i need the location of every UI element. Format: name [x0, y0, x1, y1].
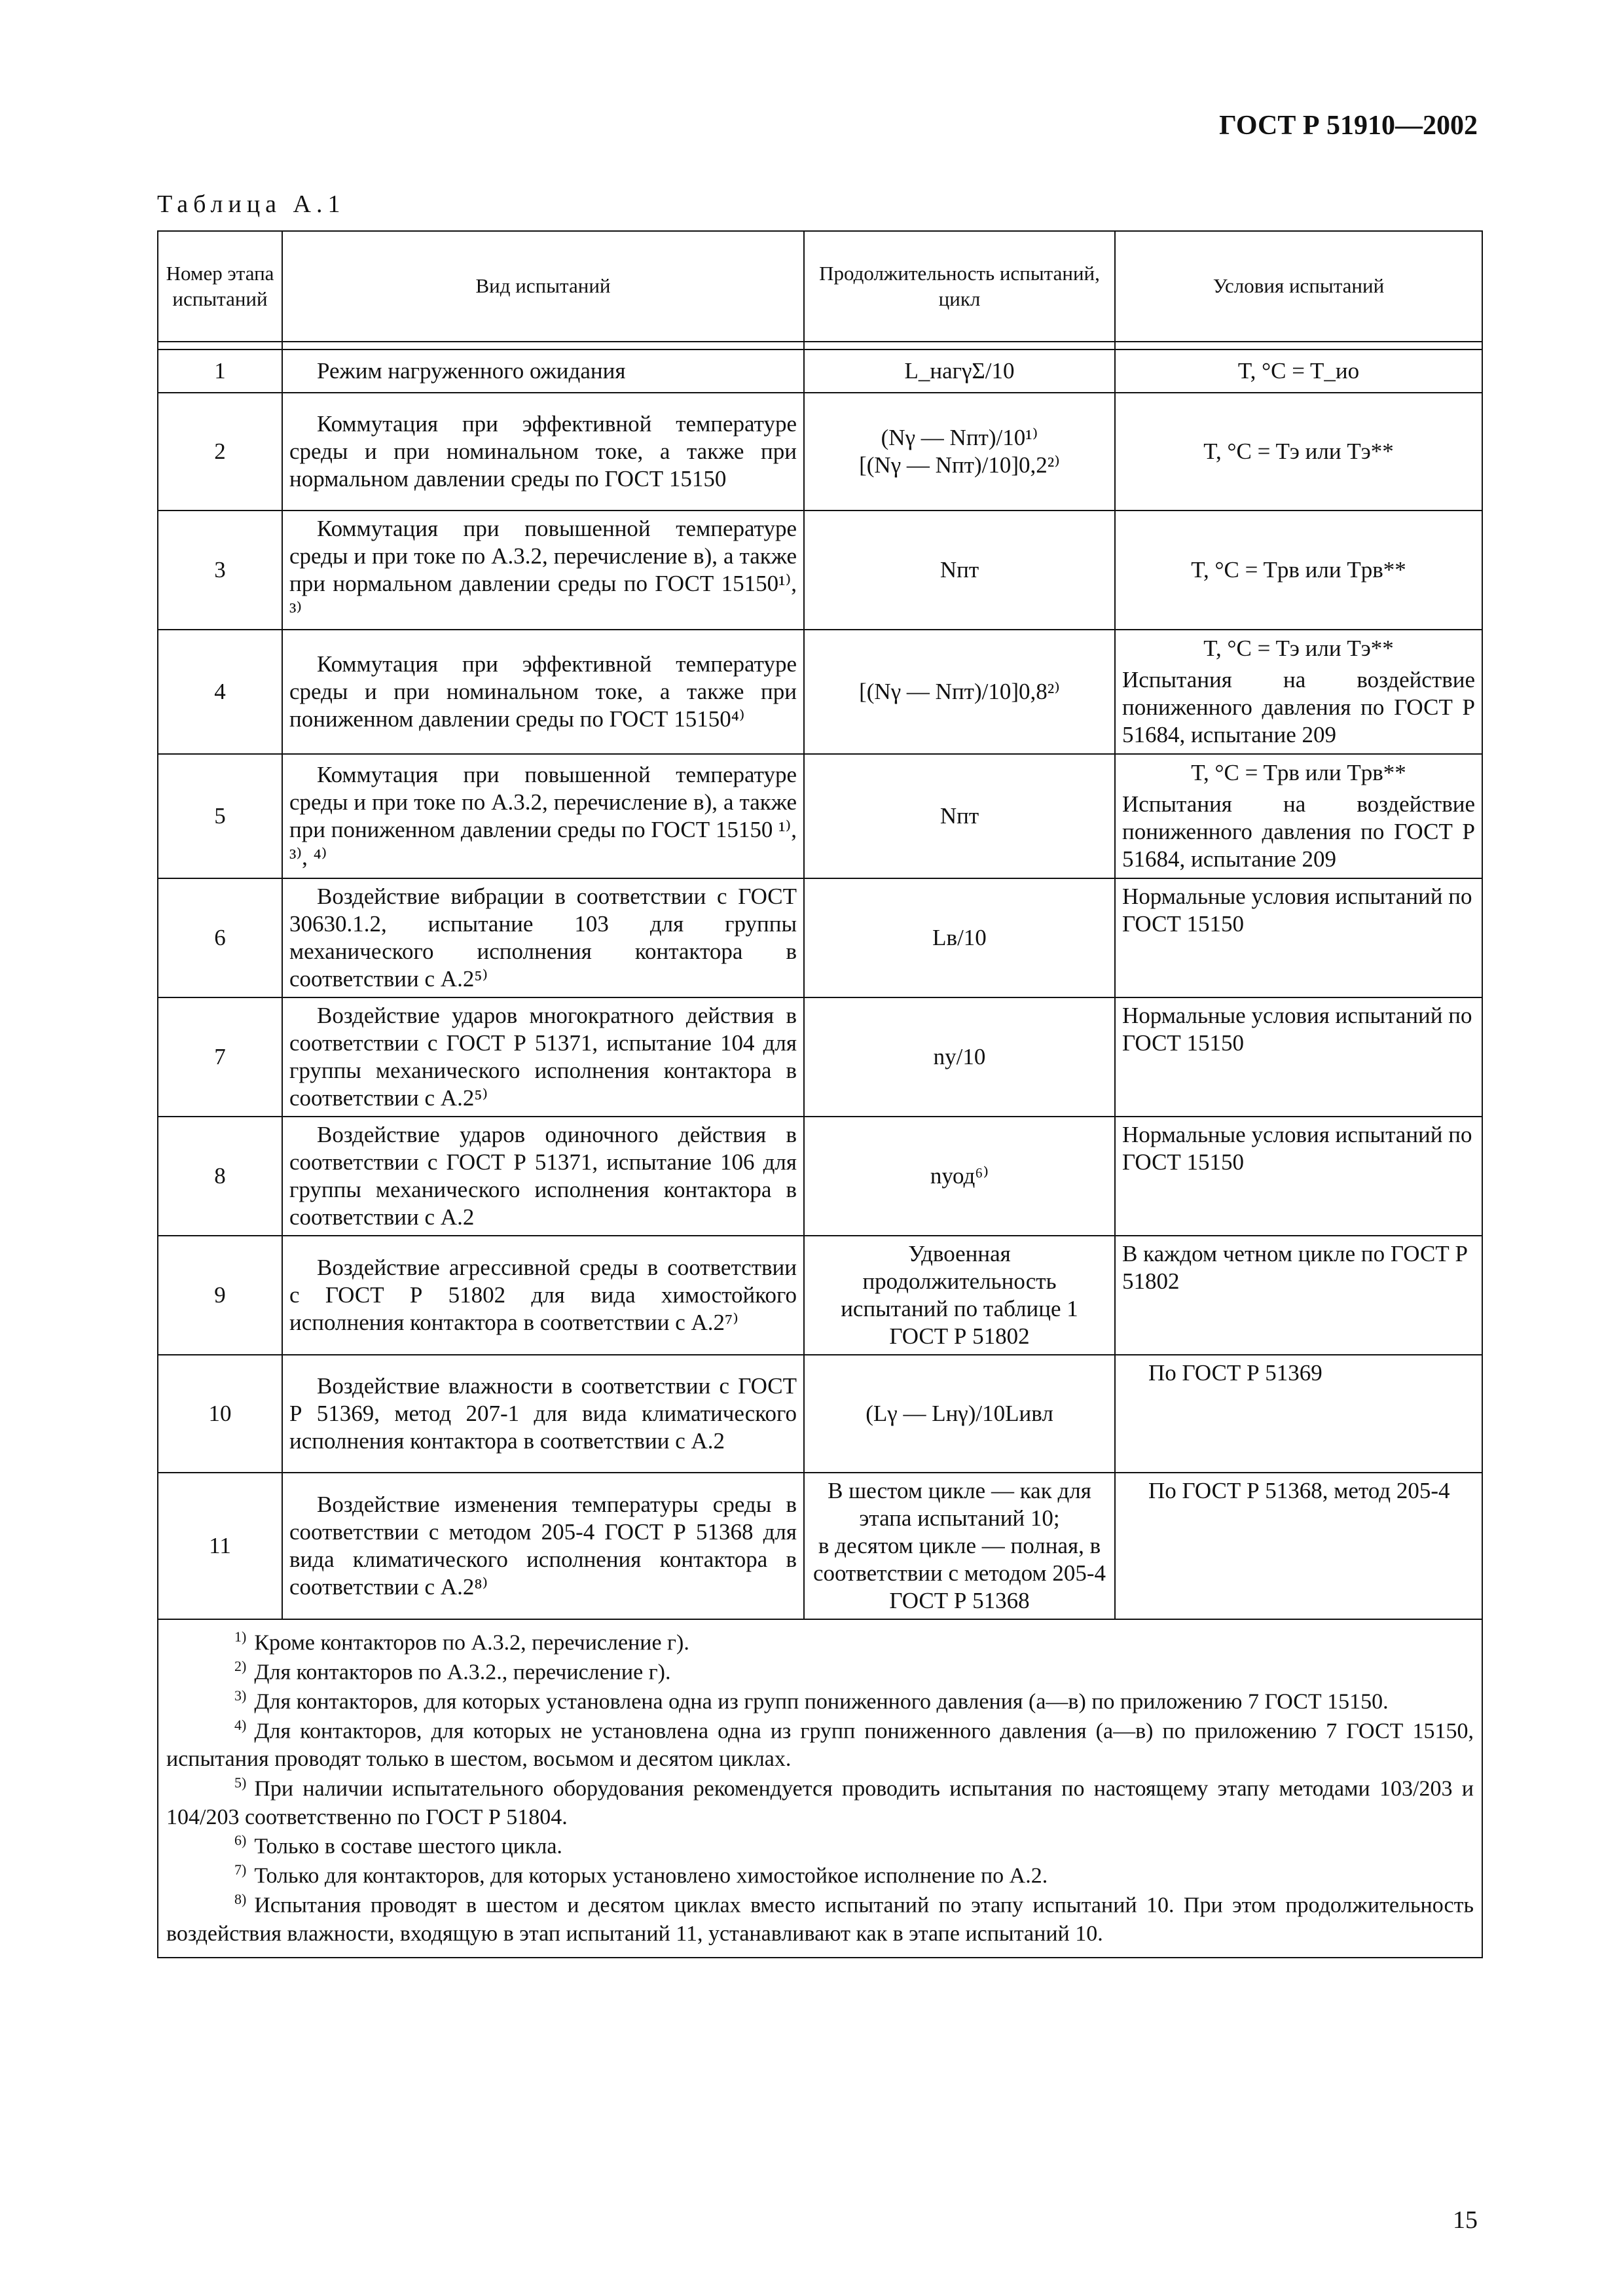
condition-line: T, °C = Tрв или Tрв** — [1191, 760, 1406, 785]
table-row — [158, 1355, 1482, 1473]
test-condition: T, °C = Tрв или Tрв** — [1115, 511, 1482, 630]
test-condition: По ГОСТ Р 51369 — [1115, 1355, 1482, 1473]
document-header-id: ГОСТ Р 51910—2002 — [1219, 111, 1478, 141]
test-kind: Воздействие изменения температуры среды в соответствии с методом 205-4 ГОСТ Р 51368 для вида климатического исполнения контактора в соответствии с А.2⁸⁾ — [282, 1473, 804, 1619]
col-header-conditions: Условия испытаний — [1115, 231, 1482, 342]
footnote-text: Для контакторов по А.3.2., перечисление г). — [254, 1660, 671, 1685]
footnote — [166, 1687, 1474, 1716]
stage-number: 4 — [158, 630, 282, 754]
footnote — [166, 1716, 1474, 1774]
table-row — [158, 511, 1482, 630]
footnote-mark: 7) — [234, 1861, 247, 1878]
stage-number: 1 — [158, 350, 282, 393]
stage-number: 6 — [158, 878, 282, 997]
table-a1 — [157, 230, 1482, 1958]
condition-line: T, °C = Tэ или Tэ** — [1203, 636, 1394, 661]
table-row — [158, 878, 1482, 997]
stage-number: 8 — [158, 1117, 282, 1236]
table-row — [158, 754, 1482, 878]
table-row — [158, 630, 1482, 754]
test-duration — [804, 1473, 1115, 1619]
test-kind: Воздействие вибрации в соответствии с ГОСТ 30630.1.2, испытание 103 для группы механического исполнения контактора в соответствии с А.2⁵⁾ — [282, 878, 804, 997]
footnote — [166, 1831, 1474, 1861]
duration-line-1: В шестом цикле — как для этапа испытаний 10; — [828, 1478, 1091, 1531]
footnote-mark: 6) — [234, 1832, 247, 1849]
stage-number: 5 — [158, 754, 282, 878]
footnote-mark: 3) — [234, 1687, 247, 1704]
footnote — [166, 1628, 1474, 1657]
test-duration: [(Nγ — Nпт)/10]0,8²⁾ — [804, 630, 1115, 754]
test-kind: Воздействие ударов одиночного действия в соответствии с ГОСТ Р 51371, испытание 106 для группы механического исполнения контактора в соответствии с А.2 — [282, 1117, 804, 1236]
table-row — [158, 1473, 1482, 1619]
table-row — [158, 350, 1482, 393]
stage-number: 10 — [158, 1355, 282, 1473]
test-duration: nуод⁶⁾ — [804, 1117, 1115, 1236]
test-duration: Nпт — [804, 754, 1115, 878]
table-row — [158, 1236, 1482, 1355]
footnote-text: Только в составе шестого цикла. — [254, 1834, 562, 1859]
header-spacer-row — [158, 342, 1482, 350]
test-kind: Коммутация при повышенной температуре среды и при токе по А.3.2, перечисление в), а также при пониженном давлении среды по ГОСТ 15150 ¹⁾, ³⁾, ⁴⁾ — [282, 754, 804, 878]
test-condition: В каждом четном цикле по ГОСТ Р 51802 — [1115, 1236, 1482, 1355]
test-duration: nу/10 — [804, 997, 1115, 1117]
table-notes-row — [158, 1619, 1482, 1958]
test-condition: T, °C = Tэ или Tэ** — [1115, 393, 1482, 511]
footnote — [166, 1861, 1474, 1890]
condition-extra: Испытания на воздействие пониженного давления по ГОСТ Р 51684, испытание 209 — [1122, 791, 1475, 872]
stage-number: 7 — [158, 997, 282, 1117]
test-kind: Воздействие агрессивной среды в соответствии с ГОСТ Р 51802 для вида химостойкого исполнения контактора в соответствии с А.2⁷⁾ — [282, 1236, 804, 1355]
test-condition: Нормальные условия испытаний по ГОСТ 15150 — [1115, 878, 1482, 997]
stage-number: 3 — [158, 511, 282, 630]
footnote-text: При наличии испытательного оборудования рекомендуется проводить испытания по настоящему этапу методами 103/203 и 104/203 соответственно по ГОСТ Р 51804. — [166, 1776, 1474, 1829]
footnote-text: Испытания проводят в шестом и десятом циклах вместо испытаний по этапу испытаний 10. При этом продолжительность воздействия влажности, входящую в этап испытаний 11, устанавливают как в этапе испытаний 10. — [166, 1893, 1474, 1946]
footnote-text: Только для контакторов, для которых установлено химостойкое исполнение по А.2. — [254, 1863, 1048, 1888]
table-notes — [158, 1619, 1482, 1958]
duration-line-2: в десятом цикле — полная, в соответствии с методом 205-4 ГОСТ Р 51368 — [812, 1533, 1106, 1613]
footnote-mark: 4) — [234, 1716, 247, 1733]
test-kind: Коммутация при повышенной температуре среды и при токе по А.3.2, перечисление в), а также при нормальном давлении среды по ГОСТ 15150¹⁾, ³⁾ — [282, 511, 804, 630]
footnote-text: Для контакторов, для которых не установлена одна из групп пониженного давления (а—в) по приложению 7 ГОСТ 15150, испытания проводят только в шестом, восьмом и десятом циклах. — [166, 1718, 1474, 1772]
test-condition: По ГОСТ Р 51368, метод 205-4 — [1115, 1473, 1482, 1619]
test-condition: T, °C = T_ио — [1115, 350, 1482, 393]
footnote-text: Для контакторов, для которых установлена одна из групп пониженного давления (а—в) по приложению 7 ГОСТ 15150. — [254, 1689, 1389, 1714]
test-duration: L_нагγΣ/10 — [804, 350, 1115, 393]
col-header-number: Номер этапа испытаний — [158, 231, 282, 342]
test-duration: Nпт — [804, 511, 1115, 630]
table-row — [158, 997, 1482, 1117]
page-number: 15 — [1453, 2206, 1478, 2234]
test-duration: (Lγ — Lнγ)/10Lивл — [804, 1355, 1115, 1473]
test-kind: Коммутация при эффективной температуре среды и при номинальном токе, а также при пониженном давлении среды по ГОСТ 15150⁴⁾ — [282, 630, 804, 754]
test-kind: Режим нагруженного ожидания — [282, 350, 804, 393]
stage-number: 9 — [158, 1236, 282, 1355]
footnote — [166, 1774, 1474, 1831]
stage-number: 2 — [158, 393, 282, 511]
table-row — [158, 393, 1482, 511]
duration-line-1: (Nγ — Nпт)/10¹⁾ — [881, 425, 1038, 450]
col-header-duration: Продолжительность испытаний, цикл — [804, 231, 1115, 342]
stage-number: 11 — [158, 1473, 282, 1619]
test-condition: Нормальные условия испытаний по ГОСТ 15150 — [1115, 1117, 1482, 1236]
footnote — [166, 1657, 1474, 1687]
footnote-mark: 5) — [234, 1774, 247, 1791]
test-condition: Нормальные условия испытаний по ГОСТ 15150 — [1115, 997, 1482, 1117]
test-condition — [1115, 754, 1482, 878]
condition-extra: Испытания на воздействие пониженного давления по ГОСТ Р 51684, испытание 209 — [1122, 667, 1475, 747]
footnote-mark: 1) — [234, 1628, 247, 1645]
test-duration: Удвоенная продолжительность испытаний по таблице 1 ГОСТ Р 51802 — [804, 1236, 1115, 1355]
footnote-mark: 8) — [234, 1890, 247, 1907]
test-duration — [804, 393, 1115, 511]
test-kind: Коммутация при эффективной температуре среды и при номинальном токе, а также при нормальном давлении среды по ГОСТ 15150 — [282, 393, 804, 511]
footnote-mark: 2) — [234, 1657, 247, 1674]
col-header-kind: Вид испытаний — [282, 231, 804, 342]
footnote — [166, 1890, 1474, 1948]
test-condition — [1115, 630, 1482, 754]
table-caption: Таблица А.1 — [157, 190, 346, 218]
footnote-text: Кроме контакторов по А.3.2, перечисление г). — [254, 1630, 689, 1655]
table-header-row — [158, 231, 1482, 342]
table-row — [158, 1117, 1482, 1236]
test-duration: Lв/10 — [804, 878, 1115, 997]
duration-line-2: [(Nγ — Nпт)/10]0,2²⁾ — [859, 452, 1060, 478]
test-kind: Воздействие ударов многократного действия в соответствии с ГОСТ Р 51371, испытание 104 для группы механического исполнения контактора в соответствии с А.2⁵⁾ — [282, 997, 804, 1117]
test-kind: Воздействие влажности в соответствии с ГОСТ Р 51369, метод 207-1 для вида климатического исполнения контактора в соответствии с А.2 — [282, 1355, 804, 1473]
